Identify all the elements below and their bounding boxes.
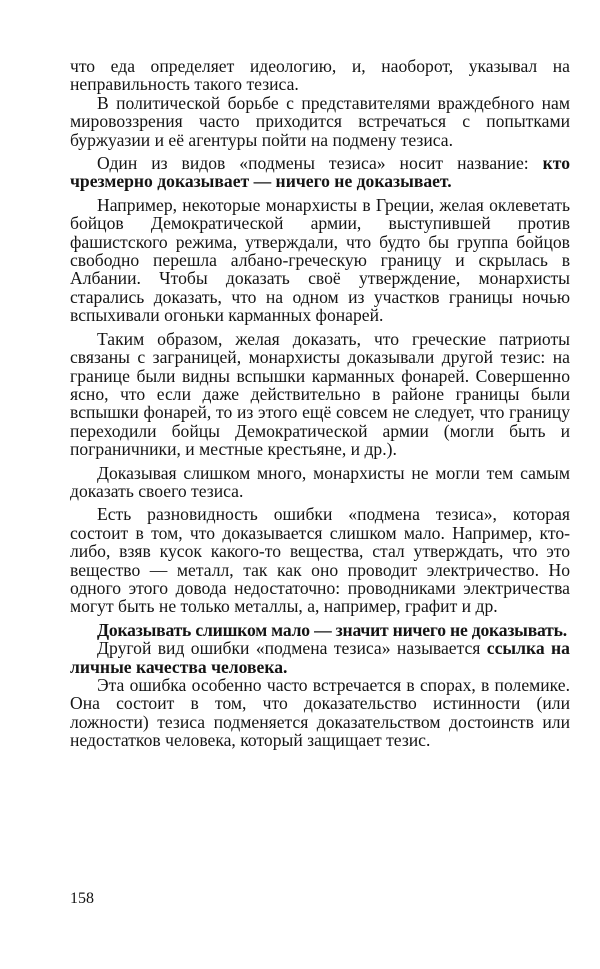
term-proves-too-much: кто чрезмерно доказывает — ничего не доказывает. — [70, 153, 570, 192]
paragraph-polemics: Эта ошибка особенно часто встречается в спорах, в полемике. Она состоит в том, что доказательство истинности (или ложности) тезиса подменяется доказательством достоинств или недостатков человека, который защищает тезис. — [70, 675, 570, 751]
page-number: 158 — [70, 890, 94, 907]
paragraph-another-thesis: Таким образом, желая доказать, что греческие патриоты связаны с заграницей, монархисты доказывали другой тезис: на границе были видны вспышки карманных фонарей. Совершенно ясно, что если даже действительно в районе границы были вспышки фонарей, то из этого ещё совсем не следует, что границу переходили бойцы Демократической армии (могли быть и пограничники, и местные крестьяне, и др.). — [70, 328, 570, 460]
paragraph-continuation: что еда определяет идеологию, и, наоборот, указывал на неправильность такого тезиса. — [70, 56, 570, 95]
paragraph-thesis-substitution — [70, 154, 570, 191]
paragraph-personal-reference — [70, 639, 570, 676]
paragraph-political-struggle: В политической борьбе с представителями враждебного нам мировоззрения часто приходится встречаться с попытками буржуазии и её агентуры пойти на подмену тезиса. — [70, 92, 570, 150]
paragraph-thesis-substitution-text: Один из видов «подмены тезиса» носит название: — [97, 153, 543, 174]
paragraph-greek-example: Например, некоторые монархисты в Греции, желая оклеветать бойцов Демократической армии, выступившей против фашистского режима, утверждали, что будто бы группа бойцов свободно перешла албано-греческую границу и скрылась в Албании. Чтобы доказать своё утверждение, монархисты старались доказать, что на одном из участков границы ночью вспыхивали огоньки карманных фонарей. — [70, 194, 570, 326]
term-personal-qualities: ссылка на личные качества человека. — [70, 638, 570, 677]
paragraph-proving-too-much: Доказывая слишком много, монархисты не могли тем самым доказать своего тезиса. — [70, 462, 570, 501]
paragraph-proving-too-little: Есть разновидность ошибки «подмена тезиса», которая состоит в том, что доказывается слишком мало. Например, кто-либо, взяв кусок какого-то вещества, стал утверждать, что это вещество — металл, так как оно проводит электричество. Но одного этого довода недостаточно: проводниками электричества могут быть не только металлы, а, например, графит и др. — [70, 504, 570, 617]
conclusion-too-little: Доказывать слишком мало — значит ничего не доказывать. — [97, 619, 567, 640]
body-text — [70, 57, 570, 750]
paragraph-personal-reference-text: Другой вид ошибки «подмена тезиса» называется — [97, 638, 487, 659]
